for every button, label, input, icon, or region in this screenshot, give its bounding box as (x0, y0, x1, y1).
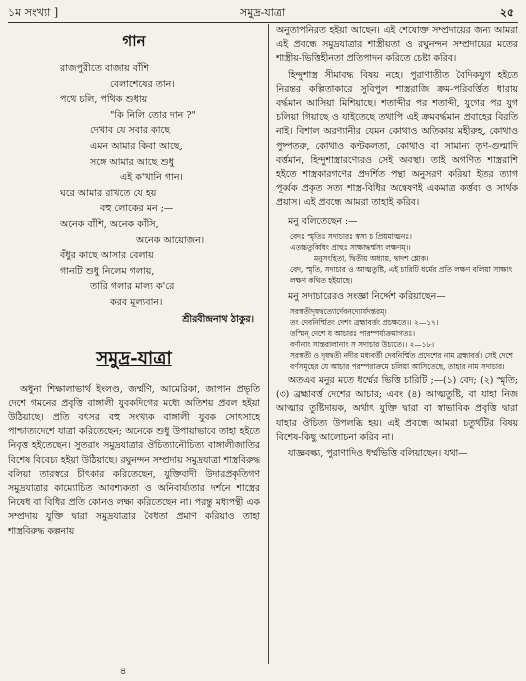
paragraph: হিন্দুশাস্ত্র সীমাবদ্ধ বিষয় নহে। পুরাণাতীত বৈদিকযুগ হইতে নিরন্তর কল্পিতাকারে সুবিপুল শাস্ত্ররাজি ক্রম-পরিবর্ত্তিত ধারায় বর্দ্ধমান আসিয়া মিশিয়াছে। শতাব্দীর পর শতাব্দী, যুগের পর যুগ চলিয়া গিয়াছে ও যাইতেছে তথাপি এই ক্রমবর্দ্ধমান প্রবাহের বিরতি নাই। বিশাল অরণ্যানীর যেমন কোথাও অতিকায় মহীরুহ, কোথাও পুষ্পতরু, কোথাও কণ্টকলতা, কোথাও বা সামান্য তৃণ-গুল্মাদি বর্ত্তমান, হিন্দুশাস্ত্রারণ্যেরও সেই অবস্থা। তাই অগণিত শাস্ত্ররাশি হইতে শাস্ত্রকারগণের প্রদর্শিত পন্থা অনুসরণ করিয়া ইতর ত্যাগ পূর্ব্বক প্রকৃত সত্য শাস্ত্র-বিধির অন্বেষণই একমাত্র কর্ত্তব্য ও সার্থক প্রয়াস। এই প্রবন্ধে আমরা তাহাই করিব। (276, 69, 518, 209)
article-body-left (8, 383, 260, 539)
footer-page-marker: ৪ (120, 666, 127, 677)
paragraph: যাজ্ঞবল্ক্য, পুরাণাদিও ধর্ম্মভিত্তি বলিয়াছেন। যথা— (288, 448, 468, 460)
manu-verse (276, 231, 518, 286)
poem-line: অনেক আয়োজন। (136, 234, 205, 246)
verse-line: তং দেবনির্ম্মিতং দেশং ব্রহ্মাবর্ত্তং প্রচক্ষতে।। ২—১৭। (290, 318, 439, 328)
verse-citation: মনুসংহিতা, দ্বিতীয় অধ্যায়, দ্বাদশ শ্লোক। (314, 253, 429, 263)
running-header (8, 4, 518, 23)
poem-line: সঙ্গে আমার আছে শুধু (90, 156, 174, 168)
poem-author: শ্রীরবীন্দ্রনাথ ঠাকুর। (182, 313, 254, 325)
verse-line: তস্মিন্ দেশে য আচারঃ পারম্পর্য্যক্রমাগতঃ। (290, 329, 415, 339)
article-body-right-2 (276, 374, 518, 461)
poem-line: করব মূল্যবান। (110, 296, 163, 308)
sadachar-verse (276, 306, 518, 372)
poem-line: এই ক'খানি গান। (120, 172, 183, 184)
header-title: সমুদ্র-যাত্রা (240, 6, 286, 19)
column-divider (268, 24, 269, 664)
verse-line: এতচ্চতুর্ব্বিধং প্রাহুঃ সাক্ষাদ্ধর্ম্মস্য লক্ষণম্।। (290, 242, 411, 252)
verse-line: বর্ণানাং সান্তরালানাং স সদাচার উচ্যতে।। ২—১৮। (290, 340, 435, 350)
sadachar-intro: মনু সদাচারেরও সংজ্ঞা নির্দ্দেশ করিয়াছেন— (288, 290, 446, 302)
poem-line: অনেক বাঁশি, অনেক কাঁসি, (60, 218, 159, 230)
poem-title: গান (122, 32, 146, 50)
article-body-right (276, 24, 518, 211)
poem-body (8, 61, 260, 311)
poem-line: পথে চলি, পথিক শুধায় (60, 94, 148, 106)
left-column (8, 26, 260, 666)
verse-translation: সরস্বতী ও দৃষদ্বতী নদীর মধ্যবর্ত্তী দেবনির্ম্মিত প্রদেশের নাম ব্রহ্মাবর্ত্ত। সেই দেশে বর্ণসমূহের যে আচার পরম্পরাক্রমে চলিয়া আসিতেছে, তাহার নাম সদাচার। (290, 351, 513, 372)
poem-line: গানটি শুধু নিলেম গলায়, (60, 265, 155, 277)
poem-line: বঁধুর কাছে আসার বেলায় (60, 250, 154, 262)
poem-line: তারি গলার মাল্য ক'রে (90, 281, 175, 293)
verse-translation: বেদ, স্মৃতি, সদাচার ও আত্মতুষ্টি, এই চারিটি ধর্মের প্রতি লক্ষণ বলিয়া সাক্ষাৎ লক্ষণ কথিত হইয়াছে। (290, 264, 513, 285)
poem-line: দেখাব যে সবার কাছে (90, 125, 171, 137)
poem-line: বহু লোকের মন ;— (100, 203, 174, 215)
poem-line: "কি নিলি তোর দান ?" (110, 109, 196, 121)
right-column (276, 24, 518, 668)
article-title: সমুদ্র-যাত্রা (96, 347, 172, 369)
paragraph: অধুনা শিক্ষালাভার্থ ইংলণ্ড, জর্ম্মণি, আমেরিকা, জাপান প্রভৃতি দেশে গমনের প্রবৃত্তি বাঙ্গালী যুবকদিগের মধ্যে অতিশয় প্রবল হইয়া উঠিয়াছে। প্রতি বৎসর বহু সংখ্যক বাঙ্গালী যুবক সোৎসাহে পাশ্চাত্যদেশে যাত্রা করিতেছেন; অনেকে শুধু উপায়াভাবে তাহা হইতে নিবৃত্ত হইতেছেন। সুতরাং সমুদ্রযাত্রার ঔচিত্যানৌচিত্য বাঙ্গালীজাতির বিশেষ বিবেচ্য হইয়া উঠিয়াছে। রঘুনন্দন সম্প্রদায় সমুদ্রযাত্রা শাস্ত্রবিরুদ্ধ বলিয়া তারস্বরে চীৎকার করিতেছেন, যুক্তিবাদী উদারপ্রকৃতিগণ সমুদ্রযাত্রার কাম্যোচিত আবশ্যকতা ও অনিবার্য্যতার দর্শনে শাস্ত্রের নিষেধ বা বিধির প্রতি কোনও লক্ষ্য করিতেছেন না। পরন্তু মধ্যপন্থী এক সম্প্রদায় যুক্তি দ্বারা সমুদ্রযাত্রার বৈধতা প্রমাণ করিয়াও তাহা শাস্ত্রবিরুদ্ধ কল্পনায় (8, 383, 260, 537)
paragraph: অনুতাপনিরত হইয়া আছেন। এই শেষোক্ত সম্প্রদায়ের জন্য আমরা এই প্রবন্ধে সমুদ্রযাত্রার শাস্ত্রীয়তা ও রঘুনন্দন সম্প্রদায়ের মতের শাস্ত্রীয়-ভিত্তিহীনতা প্রতিপাদন করিতে চেষ্টা করিব। (276, 25, 518, 65)
manu-intro: মনু বলিতেছেন :— (288, 215, 358, 227)
verse-line: বেদঃ স্মৃতিঃ সদাচারঃ স্বস্য চ প্রিয়মাত্মনঃ। (290, 231, 412, 241)
poem-line: বেলাশেষের তান। (110, 78, 175, 90)
page-number: ২৫ (499, 6, 514, 19)
poem-line: এমন আমার কিবা আছে, (90, 140, 183, 152)
poem-line: ঘরে আমার রাখতে যে হয় (60, 187, 157, 199)
paragraph: অতএব মনুর মতে ধর্ম্মের ভিত্তি চারিটি ;—(১) বেদ; (২) স্মৃতি; (৩) ব্রহ্মাবর্ত্ত দেশের আচার; এবং (৪) আত্মতুষ্টি, বা যাহা নিজ আত্মার তুষ্টিদায়ক, অর্থাৎ যুক্তি দ্বারা বা স্বাভাবিক প্রবৃত্তি দ্বারা যাহার ঔচিত্য উপলব্ধি হয়। এই প্রবন্ধে আমরা চতুর্থটির বিষয় বিশেষ-কিছু আলোচনা করিব না। (276, 375, 518, 443)
verse-line: সরস্বতীদৃষদ্বত্যোর্দেবনদ্যোর্যদন্তরম্। (290, 307, 387, 317)
poem-line: রাজপুরীতে বাজায় বাঁশি (60, 63, 150, 74)
issue-label: ১ম সংখ্যা ] (8, 6, 59, 19)
